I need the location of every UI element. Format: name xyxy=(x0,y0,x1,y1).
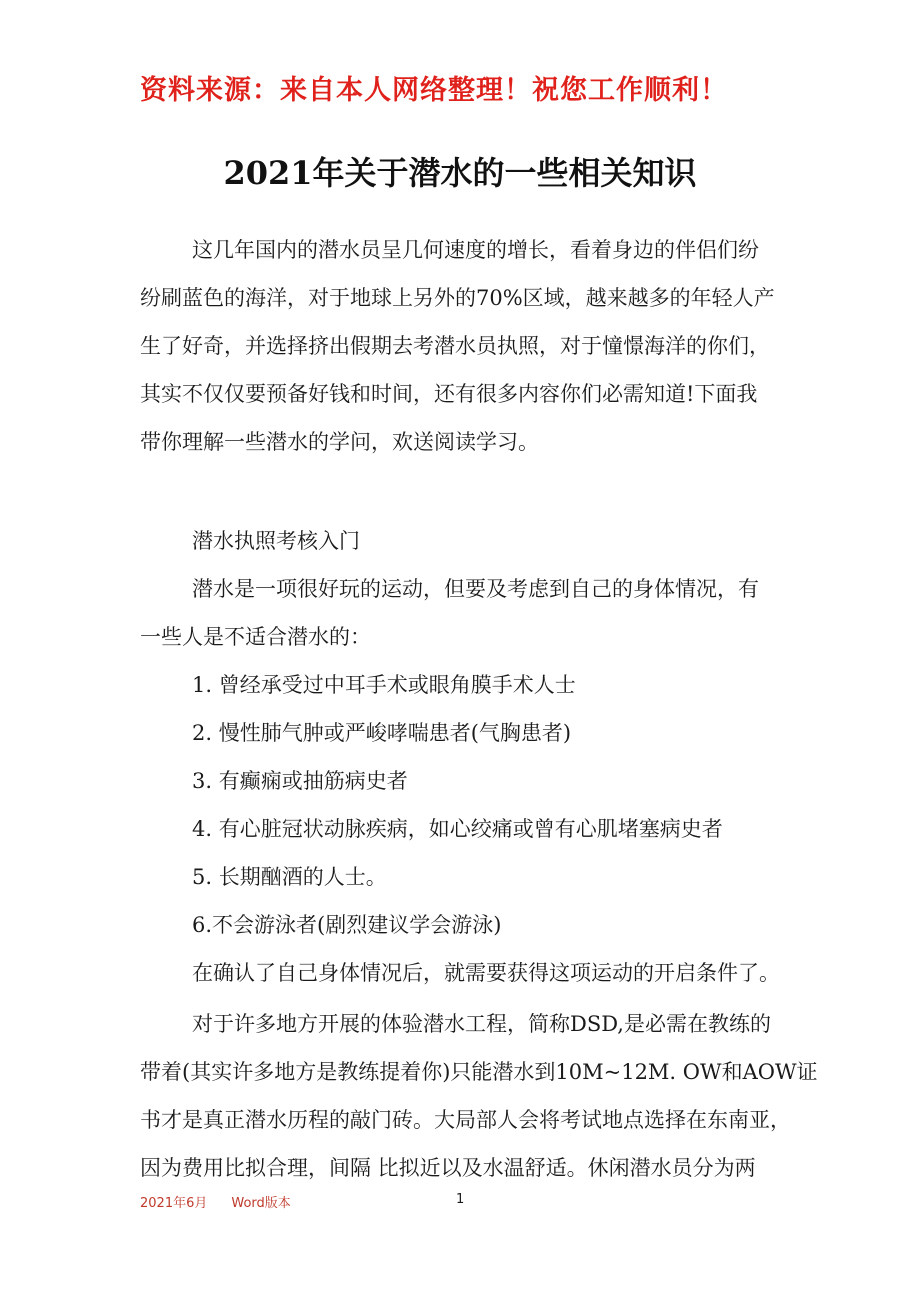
dsd-line: 带着(其实许多地方是教练提着你)只能潜水到10M~12M. OW和AOW证 xyxy=(140,1060,818,1084)
page-number: 1 xyxy=(456,1192,465,1207)
source-note: 资料来源：来自本人网络整理！祝您工作顺利！ xyxy=(140,75,728,106)
intro-line: 这几年国内的潜水员呈几何速度的增长，看着身边的伴侣们纷 xyxy=(192,238,759,262)
intro-line: 带你理解一些潜水的学问，欢送阅读学习。 xyxy=(140,430,539,454)
footer-version: Word版本 xyxy=(231,1196,291,1211)
list-item: 2. 慢性肺气肿或严峻哮喘患者(气胸患者) xyxy=(192,721,572,745)
list-item: 5. 长期酗酒的人士。 xyxy=(192,865,387,889)
section-intro-line: 潜水是一项很好玩的运动，但要及考虑到自己的身体情况，有 xyxy=(192,577,759,601)
dsd-paragraph xyxy=(140,1000,818,1192)
list-item: 6.不会游泳者(剧烈建议学会游泳) xyxy=(192,913,502,937)
after-list-line: 在确认了自己身体情况后，就需要获得这项运动的开启条件了。 xyxy=(192,961,780,985)
page-title: 2021年关于潜水的一些相关知识 xyxy=(223,154,697,192)
section-heading: 潜水执照考核入门 xyxy=(192,529,360,553)
list-item: 3. 有癫痫或抽筋病史者 xyxy=(192,769,408,793)
dsd-line: 对于许多地方开展的体验潜水工程，简称DSD,是必需在教练的 xyxy=(192,1012,771,1036)
list-item: 1. 曾经承受过中耳手术或眼角膜手术人士 xyxy=(192,673,576,697)
condition-list xyxy=(140,661,790,997)
intro-line: 生了好奇，并选择挤出假期去考潜水员执照，对于憧憬海洋的你们， xyxy=(140,334,770,358)
footer-date: 2021年6月 xyxy=(140,1196,208,1211)
dsd-line: 因为费用比拟合理，间隔 比拟近以及水温舒适。休闲潜水员分为两 xyxy=(140,1156,756,1180)
intro-line: 其实不仅仅要预备好钱和时间，还有很多内容你们必需知道!下面我 xyxy=(140,382,758,406)
section-block xyxy=(140,517,790,661)
dsd-line: 书才是真正潜水历程的敲门砖。大局部人会将考试地点选择在东南亚， xyxy=(140,1108,791,1132)
footer xyxy=(140,1192,291,1211)
intro-line: 纷刷蓝色的海洋，对于地球上另外的70%区域，越来越多的年轻人产 xyxy=(140,286,775,310)
intro-paragraph xyxy=(140,226,790,466)
list-item: 4. 有心脏冠状动脉疾病，如心绞痛或曾有心肌堵塞病史者 xyxy=(192,817,723,841)
section-intro-line: 一些人是不适合潜水的： xyxy=(140,625,371,649)
